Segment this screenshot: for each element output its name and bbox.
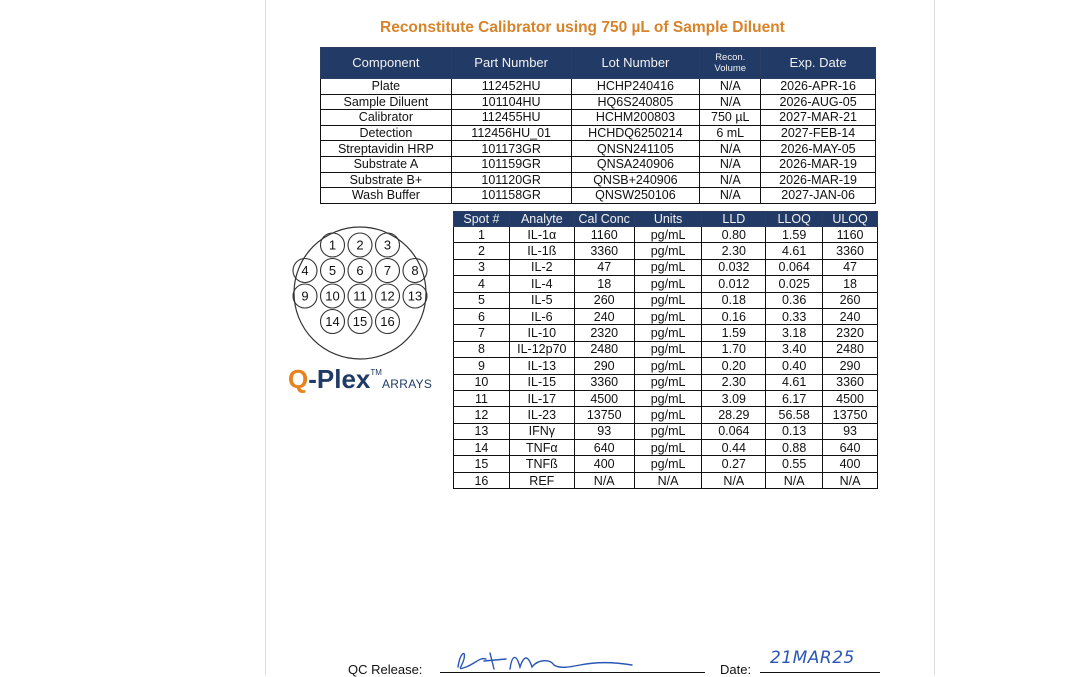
cell-spot: 9 bbox=[454, 358, 510, 374]
cell-units: pg/mL bbox=[634, 276, 702, 292]
header-lloq: LLOQ bbox=[766, 212, 823, 227]
cell-uloq: 640 bbox=[823, 440, 878, 456]
spot-number: 6 bbox=[356, 263, 364, 278]
cell-uloq: 2320 bbox=[823, 325, 878, 341]
header-lld: LLD bbox=[702, 212, 766, 227]
cell-lld: 0.064 bbox=[702, 423, 766, 439]
cell-exp-date: 2026-MAY-05 bbox=[761, 141, 876, 157]
cell-analyte: IL-6 bbox=[509, 308, 574, 324]
cell-uloq: 4500 bbox=[823, 390, 878, 406]
analyte-row bbox=[454, 341, 878, 357]
cell-spot: 1 bbox=[454, 227, 510, 243]
cell-recon-volume: N/A bbox=[700, 156, 761, 172]
cell-lloq: 0.40 bbox=[766, 358, 823, 374]
cell-cal-conc: 3360 bbox=[574, 374, 634, 390]
cell-part-number: 101120GR bbox=[451, 172, 571, 188]
cell-cal-conc: 2480 bbox=[574, 341, 634, 357]
analyte-header-row bbox=[454, 212, 878, 227]
analyte-row bbox=[454, 276, 878, 292]
cell-component: Plate bbox=[321, 79, 452, 95]
cell-cal-conc: 3360 bbox=[574, 243, 634, 259]
cell-units: pg/mL bbox=[634, 325, 702, 341]
date-label: Date: bbox=[720, 662, 752, 677]
cell-analyte: IL-10 bbox=[509, 325, 574, 341]
cell-lloq: 0.13 bbox=[766, 423, 823, 439]
cell-cal-conc: 1160 bbox=[574, 227, 634, 243]
page-title: Reconstitute Calibrator using 750 µL of Sample Diluent bbox=[380, 19, 785, 36]
cell-units: pg/mL bbox=[634, 390, 702, 406]
date-value: 21MAR25 bbox=[770, 648, 855, 668]
spot-layout-svg bbox=[285, 218, 435, 368]
cell-component: Sample Diluent bbox=[321, 94, 452, 110]
cell-spot: 11 bbox=[454, 390, 510, 406]
cell-lot-number: QNSN241105 bbox=[571, 141, 700, 157]
cell-units: pg/mL bbox=[634, 308, 702, 324]
cell-recon-volume: N/A bbox=[700, 188, 761, 204]
cell-exp-date: 2027-JAN-06 bbox=[761, 188, 876, 204]
analyte-row bbox=[454, 423, 878, 439]
cell-lot-number: QNSA240906 bbox=[571, 156, 700, 172]
cell-component: Detection bbox=[321, 125, 452, 141]
cell-spot: 10 bbox=[454, 374, 510, 390]
cell-uloq: 47 bbox=[823, 259, 878, 275]
components-row bbox=[321, 156, 876, 172]
spot-number: 15 bbox=[352, 314, 368, 329]
components-row bbox=[321, 94, 876, 110]
cell-uloq: 93 bbox=[823, 423, 878, 439]
cell-units: pg/mL bbox=[634, 440, 702, 456]
cell-lloq: 0.55 bbox=[766, 456, 823, 472]
cell-component: Substrate B+ bbox=[321, 172, 452, 188]
cell-spot: 2 bbox=[454, 243, 510, 259]
cell-lld: 0.032 bbox=[702, 259, 766, 275]
analyte-row bbox=[454, 292, 878, 308]
qc-release-signature bbox=[450, 645, 640, 675]
components-row bbox=[321, 110, 876, 126]
analyte-row bbox=[454, 374, 878, 390]
cell-lld: 1.59 bbox=[702, 325, 766, 341]
cell-analyte: IL-17 bbox=[509, 390, 574, 406]
cell-lld: 0.012 bbox=[702, 276, 766, 292]
header-cal-conc: Cal Conc bbox=[574, 212, 634, 227]
header-component: Component bbox=[321, 48, 452, 79]
analyte-row bbox=[454, 358, 878, 374]
cell-uloq: 2480 bbox=[823, 341, 878, 357]
cell-analyte: IL-12p70 bbox=[509, 341, 574, 357]
cell-units: N/A bbox=[634, 472, 702, 488]
cell-lld: 28.29 bbox=[702, 407, 766, 423]
cell-analyte: IL-1α bbox=[509, 227, 574, 243]
cell-cal-conc: 260 bbox=[574, 292, 634, 308]
components-table bbox=[320, 47, 876, 204]
spot-number: 2 bbox=[356, 237, 364, 253]
cell-lld: 0.27 bbox=[702, 456, 766, 472]
cell-uloq: 240 bbox=[823, 308, 878, 324]
spot-number: 7 bbox=[383, 263, 392, 278]
cell-lloq: 6.17 bbox=[766, 390, 823, 406]
cell-lloq: 4.61 bbox=[766, 374, 823, 390]
cell-spot: 16 bbox=[454, 472, 510, 488]
cell-units: pg/mL bbox=[634, 407, 702, 423]
cell-lloq: 0.33 bbox=[766, 308, 823, 324]
cell-uloq: 400 bbox=[823, 456, 878, 472]
cell-exp-date: 2026-MAR-19 bbox=[761, 172, 876, 188]
header-lot-number: Lot Number bbox=[571, 48, 700, 79]
cell-lloq: 0.025 bbox=[766, 276, 823, 292]
cell-spot: 6 bbox=[454, 308, 510, 324]
cell-part-number: 112452HU bbox=[451, 79, 571, 95]
cell-cal-conc: 640 bbox=[574, 440, 634, 456]
components-row bbox=[321, 141, 876, 157]
cell-lloq: 4.61 bbox=[766, 243, 823, 259]
header-units: Units bbox=[634, 212, 702, 227]
cell-component: Streptavidin HRP bbox=[321, 141, 452, 157]
cell-analyte: IFNγ bbox=[509, 423, 574, 439]
cell-cal-conc: 47 bbox=[574, 259, 634, 275]
cell-cal-conc: 400 bbox=[574, 456, 634, 472]
cell-uloq: 13750 bbox=[823, 407, 878, 423]
cell-analyte: IL-13 bbox=[509, 358, 574, 374]
cell-units: pg/mL bbox=[634, 243, 702, 259]
cell-recon-volume: 6 mL bbox=[700, 125, 761, 141]
cell-exp-date: 2027-MAR-21 bbox=[761, 110, 876, 126]
q-plex-logo bbox=[288, 364, 432, 395]
cell-cal-conc: 2320 bbox=[574, 325, 634, 341]
analyte-row bbox=[454, 440, 878, 456]
cell-uloq: 3360 bbox=[823, 374, 878, 390]
cell-analyte: TNFα bbox=[509, 440, 574, 456]
components-row bbox=[321, 79, 876, 95]
spot-layout-diagram bbox=[285, 218, 435, 368]
cell-lot-number: HQ6S240805 bbox=[571, 94, 700, 110]
header-exp-date: Exp. Date bbox=[761, 48, 876, 79]
cell-lloq: 0.36 bbox=[766, 292, 823, 308]
components-header-row bbox=[321, 48, 876, 79]
cell-lld: 0.20 bbox=[702, 358, 766, 374]
analyte-row bbox=[454, 308, 878, 324]
cell-analyte: IL-1ß bbox=[509, 243, 574, 259]
cell-spot: 12 bbox=[454, 407, 510, 423]
cell-units: pg/mL bbox=[634, 341, 702, 357]
cell-uloq: 260 bbox=[823, 292, 878, 308]
cell-uloq: 290 bbox=[823, 358, 878, 374]
analyte-row bbox=[454, 472, 878, 488]
analyte-row bbox=[454, 325, 878, 341]
cell-analyte: IL-5 bbox=[509, 292, 574, 308]
spot-number: 12 bbox=[380, 288, 395, 304]
cell-lot-number: HCHDQ6250214 bbox=[571, 125, 700, 141]
cell-units: pg/mL bbox=[634, 358, 702, 374]
cell-recon-volume: N/A bbox=[700, 172, 761, 188]
cell-lld: 0.44 bbox=[702, 440, 766, 456]
cell-cal-conc: 290 bbox=[574, 358, 634, 374]
spot-number: 13 bbox=[407, 288, 423, 304]
cell-cal-conc: 93 bbox=[574, 423, 634, 439]
cell-spot: 13 bbox=[454, 423, 510, 439]
header-recon-volume bbox=[700, 48, 761, 79]
cell-component: Calibrator bbox=[321, 110, 452, 126]
cell-exp-date: 2026-APR-16 bbox=[761, 79, 876, 95]
date-line bbox=[760, 672, 880, 673]
cell-exp-date: 2026-AUG-05 bbox=[761, 94, 876, 110]
cell-part-number: 101173GR bbox=[451, 141, 571, 157]
cell-lot-number: HCHP240416 bbox=[571, 79, 700, 95]
analyte-row bbox=[454, 243, 878, 259]
spot-number: 14 bbox=[325, 314, 340, 329]
cell-spot: 4 bbox=[454, 276, 510, 292]
cell-cal-conc: 13750 bbox=[574, 407, 634, 423]
cell-uloq: 3360 bbox=[823, 243, 878, 259]
cell-uloq: 18 bbox=[823, 276, 878, 292]
cell-cal-conc: 240 bbox=[574, 308, 634, 324]
cell-lloq: 1.59 bbox=[766, 227, 823, 243]
analyte-row bbox=[454, 227, 878, 243]
header-part-number: Part Number bbox=[451, 48, 571, 79]
cell-units: pg/mL bbox=[634, 292, 702, 308]
components-row bbox=[321, 125, 876, 141]
cell-lot-number: HCHM200803 bbox=[571, 110, 700, 126]
cell-uloq: 1160 bbox=[823, 227, 878, 243]
cell-analyte: IL-23 bbox=[509, 407, 574, 423]
cell-lot-number: QNSB+240906 bbox=[571, 172, 700, 188]
cell-lld: 1.70 bbox=[702, 341, 766, 357]
logo-tm: TM bbox=[370, 368, 382, 377]
cell-component: Wash Buffer bbox=[321, 188, 452, 204]
cell-analyte: TNFß bbox=[509, 456, 574, 472]
analyte-row bbox=[454, 259, 878, 275]
cell-spot: 14 bbox=[454, 440, 510, 456]
cell-lld: 2.30 bbox=[702, 374, 766, 390]
spot-number: 1 bbox=[328, 237, 337, 253]
analyte-row bbox=[454, 407, 878, 423]
cell-part-number: 101104HU bbox=[451, 94, 571, 110]
spot-number: 3 bbox=[383, 237, 392, 253]
header-uloq: ULOQ bbox=[823, 212, 878, 227]
cell-units: pg/mL bbox=[634, 227, 702, 243]
spot-number: 4 bbox=[301, 263, 309, 278]
cell-component: Substrate A bbox=[321, 156, 452, 172]
components-row bbox=[321, 188, 876, 204]
cell-exp-date: 2027-FEB-14 bbox=[761, 125, 876, 141]
spot-number: 16 bbox=[380, 314, 395, 329]
cell-lld: 0.16 bbox=[702, 308, 766, 324]
cell-exp-date: 2026-MAR-19 bbox=[761, 156, 876, 172]
cell-cal-conc: 18 bbox=[574, 276, 634, 292]
cell-lld: 0.18 bbox=[702, 292, 766, 308]
cell-recon-volume: 750 µL bbox=[700, 110, 761, 126]
cell-analyte: REF bbox=[509, 472, 574, 488]
cell-part-number: 101159GR bbox=[451, 156, 571, 172]
analyte-row bbox=[454, 456, 878, 472]
cell-cal-conc: 4500 bbox=[574, 390, 634, 406]
cell-spot: 5 bbox=[454, 292, 510, 308]
cell-lloq: 0.88 bbox=[766, 440, 823, 456]
cell-analyte: IL-4 bbox=[509, 276, 574, 292]
cell-lot-number: QNSW250106 bbox=[571, 188, 700, 204]
analyte-row bbox=[454, 390, 878, 406]
cell-lld: 0.80 bbox=[702, 227, 766, 243]
qc-release-label: QC Release: bbox=[348, 662, 423, 677]
cell-lloq: 0.064 bbox=[766, 259, 823, 275]
logo-arrays: ARRAYS bbox=[381, 377, 433, 391]
components-row bbox=[321, 172, 876, 188]
cell-lloq: N/A bbox=[766, 472, 823, 488]
cell-lloq: 3.18 bbox=[766, 325, 823, 341]
cell-units: pg/mL bbox=[634, 259, 702, 275]
cell-lld: N/A bbox=[702, 472, 766, 488]
cell-spot: 15 bbox=[454, 456, 510, 472]
cell-spot: 3 bbox=[454, 259, 510, 275]
logo-q: Q bbox=[288, 364, 309, 394]
logo-plex: -Plex bbox=[308, 364, 371, 394]
cell-recon-volume: N/A bbox=[700, 94, 761, 110]
analyte-table bbox=[453, 211, 878, 489]
cell-lloq: 56.58 bbox=[766, 407, 823, 423]
cell-spot: 7 bbox=[454, 325, 510, 341]
cell-recon-volume: N/A bbox=[700, 141, 761, 157]
cell-recon-volume: N/A bbox=[700, 79, 761, 95]
cell-lloq: 3.40 bbox=[766, 341, 823, 357]
cell-uloq: N/A bbox=[823, 472, 878, 488]
spot-number: 10 bbox=[325, 288, 340, 304]
cell-units: pg/mL bbox=[634, 374, 702, 390]
cell-units: pg/mL bbox=[634, 423, 702, 439]
spot-number: 5 bbox=[328, 263, 337, 278]
header-spot: Spot # bbox=[454, 212, 510, 227]
cell-part-number: 101158GR bbox=[451, 188, 571, 204]
cell-part-number: 112456HU_01 bbox=[451, 125, 571, 141]
cell-lld: 3.09 bbox=[702, 390, 766, 406]
header-analyte: Analyte bbox=[509, 212, 574, 227]
spot-number: 8 bbox=[411, 263, 419, 278]
cell-lld: 2.30 bbox=[702, 243, 766, 259]
cell-analyte: IL-15 bbox=[509, 374, 574, 390]
spot-number: 9 bbox=[301, 288, 309, 304]
cell-analyte: IL-2 bbox=[509, 259, 574, 275]
spot-number: 11 bbox=[353, 288, 367, 304]
cell-units: pg/mL bbox=[634, 456, 702, 472]
cell-part-number: 112455HU bbox=[451, 110, 571, 126]
cell-cal-conc: N/A bbox=[574, 472, 634, 488]
header-recon-volume-text: Recon. Volume bbox=[714, 52, 747, 74]
cell-spot: 8 bbox=[454, 341, 510, 357]
